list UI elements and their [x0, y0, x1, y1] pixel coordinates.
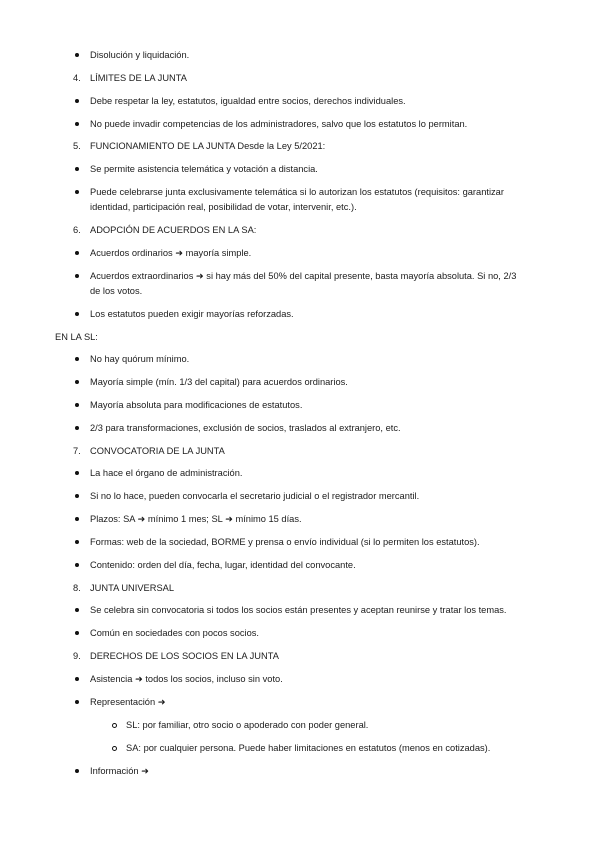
bullet-icon	[75, 251, 79, 255]
bullet-icon	[75, 167, 79, 171]
bullet-icon	[75, 471, 79, 475]
bullet-icon	[75, 563, 79, 567]
bullet-icon	[75, 769, 79, 773]
bullet-icon	[75, 403, 79, 407]
bullet-icon	[75, 380, 79, 384]
bullet-icon	[75, 312, 79, 316]
bullet-icon	[75, 53, 79, 57]
bullet-icon	[75, 122, 79, 126]
subsection-label: EN LA SL:	[55, 332, 98, 342]
bullet-icon	[75, 190, 79, 194]
bullet-icon	[75, 631, 79, 635]
bullet-icon	[75, 99, 79, 103]
list-item-continuation: de los votos.	[90, 286, 143, 296]
bullet-icon	[75, 274, 79, 278]
list-item-continuation: identidad, participación real, posibilidad de votar, intervenir, etc.).	[90, 202, 357, 212]
bullet-icon	[75, 494, 79, 498]
bullet-icon	[75, 517, 79, 521]
bullet-icon	[75, 540, 79, 544]
circle-bullet-icon	[112, 746, 117, 751]
circle-bullet-icon	[112, 723, 117, 728]
bullet-icon	[75, 700, 79, 704]
bullet-icon	[75, 677, 79, 681]
bullet-icon	[75, 608, 79, 612]
bullet-icon	[75, 426, 79, 430]
bullet-icon	[75, 357, 79, 361]
